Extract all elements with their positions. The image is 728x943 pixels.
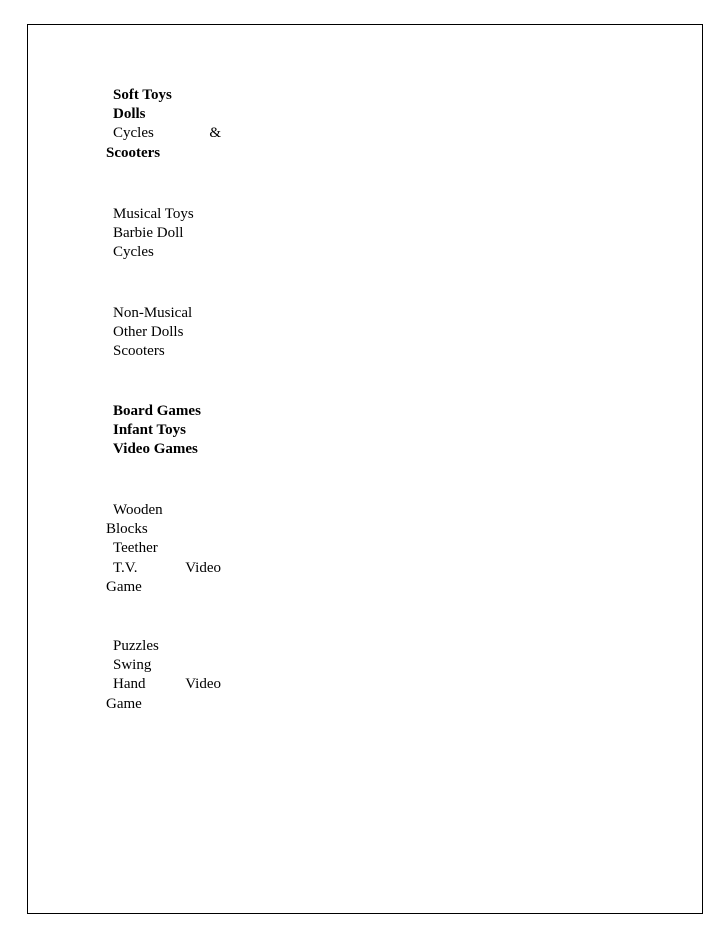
item-other-dolls: Other Dolls bbox=[113, 324, 184, 341]
item-teether: Teether bbox=[113, 540, 158, 557]
category-group-5 bbox=[106, 501, 221, 597]
category-infant-toys: Infant Toys bbox=[113, 422, 186, 439]
item-scooters: Scooters bbox=[113, 343, 165, 360]
item-tv-label: T.V. bbox=[113, 559, 138, 576]
item-cycles: Cycles bbox=[113, 244, 154, 261]
item-wooden: Wooden bbox=[113, 502, 163, 518]
category-group-4 bbox=[106, 402, 221, 460]
category-dolls: Dolls bbox=[113, 106, 146, 123]
category-ampersand: & bbox=[209, 125, 221, 142]
item-barbie-doll: Barbie Doll bbox=[113, 225, 184, 242]
item-non-musical: Non-Musical bbox=[113, 305, 193, 321]
category-cycles-label: Cycles bbox=[113, 125, 154, 142]
category-cycles-scooters bbox=[106, 124, 221, 143]
item-video-label-2: Video bbox=[185, 676, 221, 693]
item-musical-toys: Musical Toys bbox=[113, 206, 194, 222]
category-group-2 bbox=[106, 205, 221, 263]
item-hand-video bbox=[106, 675, 221, 694]
item-blocks-wrap: Blocks bbox=[106, 521, 148, 538]
category-group-3 bbox=[106, 304, 221, 362]
item-game-wrap: Game bbox=[106, 578, 142, 595]
category-soft-toys: Soft Toys bbox=[113, 87, 172, 103]
category-group-6 bbox=[106, 637, 221, 714]
item-game-wrap-2: Game bbox=[106, 695, 142, 712]
category-group-1 bbox=[106, 86, 221, 163]
category-scooters-wrap: Scooters bbox=[106, 144, 161, 161]
category-board-games: Board Games bbox=[113, 403, 201, 419]
item-video-label: Video bbox=[185, 559, 221, 576]
category-video-games: Video Games bbox=[113, 441, 198, 458]
item-hand-label: Hand bbox=[113, 676, 146, 693]
item-puzzles: Puzzles bbox=[113, 638, 159, 654]
item-tv-video bbox=[106, 559, 221, 578]
item-swing: Swing bbox=[113, 657, 152, 674]
